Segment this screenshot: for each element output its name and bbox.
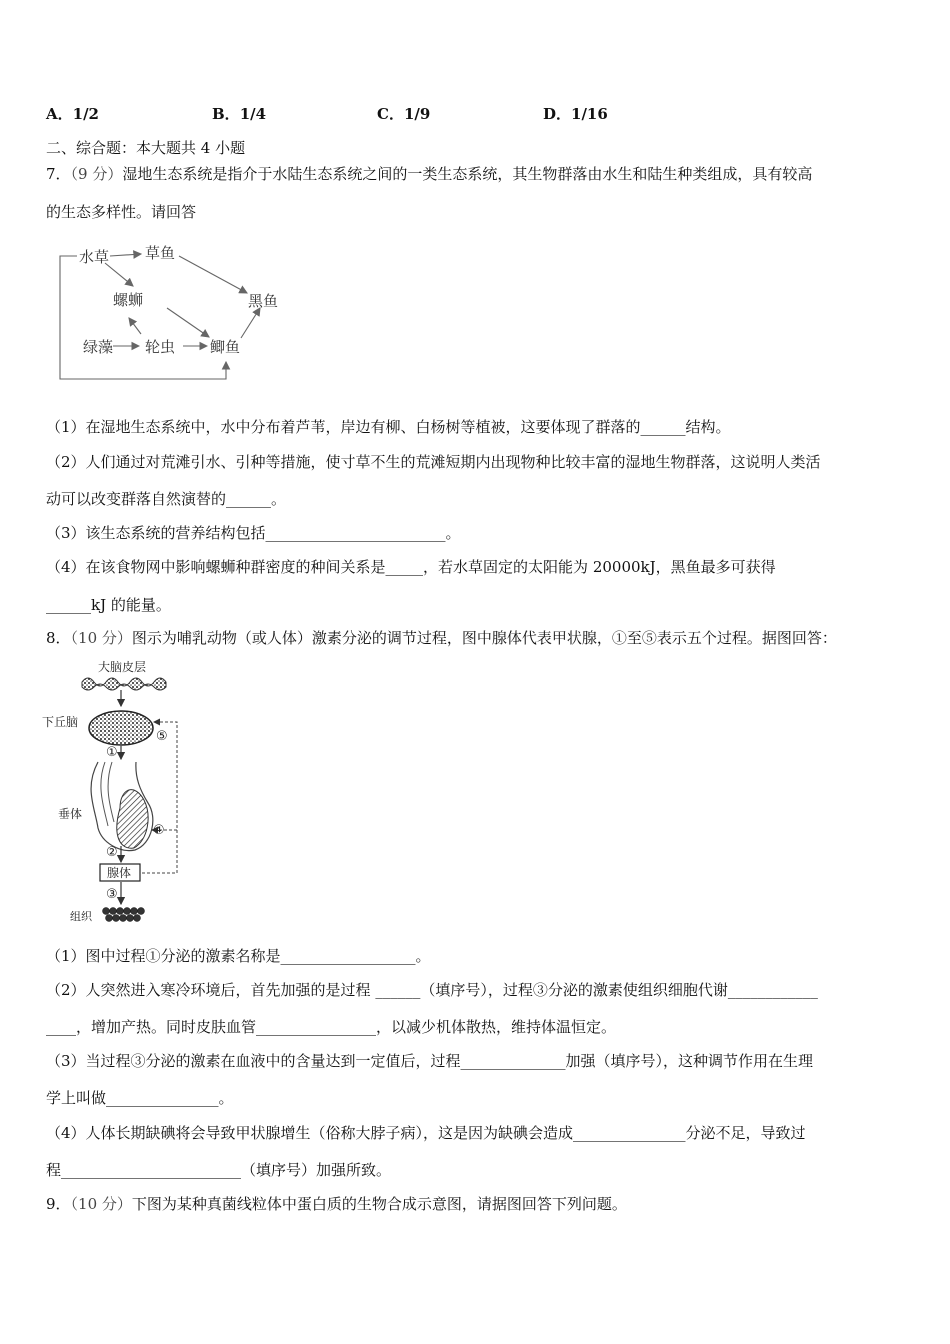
label-cortex: 大脑皮层 [98, 660, 147, 674]
label-gland: 腺体 [107, 866, 132, 880]
label-pituitary: 垂体 [58, 807, 83, 821]
step-5: ⑤ [156, 729, 168, 744]
q7-sub4: （4）在该食物网中影响螺蛳种群密度的种间关系是_____，若水草固定的太阳能为 20000kJ，黑鱼最多可获得 [46, 558, 776, 576]
step-4: ④ [153, 823, 165, 838]
node-luoshi: 螺蛳 [113, 291, 144, 309]
q7-sub2-cont: 动可以改变群落自然演替的______。 [46, 490, 287, 508]
node-shuicao: 水草 [79, 248, 110, 266]
step-1: ① [106, 745, 118, 760]
q7-sub1: （1）在湿地生态系统中，水中分布着芦苇，岸边有柳、白杨树等植被，这要体现了群落的______结构。 [46, 418, 731, 436]
step-3: ③ [106, 887, 118, 902]
pituitary-shape [117, 790, 148, 848]
cortex-shape [82, 678, 166, 690]
node-caoyu: 草鱼 [145, 244, 176, 262]
food-web-diagram [55, 238, 295, 386]
node-lunchong: 轮虫 [145, 338, 176, 356]
q8-sub1: （1）图中过程①分泌的激素名称是__________________。 [46, 947, 431, 965]
hormone-regulation-diagram [40, 658, 200, 926]
option-c: C．1/9 [377, 105, 431, 123]
section-heading: 二、综合题：本大题共 4 小题 [46, 139, 246, 157]
q8-sub4: （4）人体长期缺碘将会导致甲状腺增生（俗称大脖子病），这是因为缺碘会造成_______________分泌不足，导致过 [46, 1124, 806, 1142]
option-b: B．1/4 [212, 105, 267, 123]
tissue-cells [103, 908, 145, 922]
step-2: ② [106, 845, 118, 860]
q8-sub3-cont: 学上叫做_______________。 [46, 1089, 234, 1107]
q7-stem: 7．（9 分）湿地生态系统是指介于水陆生态系统之间的一类生态系统，其生物群落由水生和陆生种类组成，具有较高 [46, 165, 813, 183]
q7-sub3: （3）该生态系统的营养结构包括________________________。 [46, 524, 461, 542]
node-lvzao: 绿藻 [83, 338, 114, 356]
q8-sub2: （2）人突然进入寒冷环境后，首先加强的是过程 ______（填序号），过程③分泌的激素使组织细胞代谢____________ [46, 981, 818, 999]
q8-sub2-cont: ____，增加产热。同时皮肤血管________________，以减少机体散热，维持体温恒定。 [46, 1018, 617, 1036]
q9-stem: 9．（10 分）下图为某种真菌线粒体中蛋白质的生物合成示意图，请据图回答下列问题。 [46, 1195, 627, 1213]
q8-stem: 8．（10 分）图示为哺乳动物（或人体）激素分泌的调节过程，图中腺体代表甲状腺，①至⑤表示五个过程。据图回答： [46, 629, 837, 647]
q7-sub4-cont: ______kJ 的能量。 [46, 596, 171, 614]
node-heiyu: 黑鱼 [248, 292, 279, 310]
label-tissue: 组织 [70, 910, 92, 923]
q8-sub4-cont: 程________________________（填序号）加强所致。 [46, 1161, 392, 1179]
q7-stem-cont: 的生态多样性。请回答 [46, 203, 197, 221]
hypothalamus-shape [89, 711, 153, 745]
option-a: A．1/2 [46, 105, 99, 123]
q7-sub2: （2）人们通过对荒滩引水、引种等措施，使寸草不生的荒滩短期内出现物种比较丰富的湿地生物群落，这说明人类活 [46, 453, 821, 471]
label-hypothalamus: 下丘脑 [42, 715, 79, 729]
option-d: D．1/16 [543, 105, 608, 123]
q8-sub3: （3）当过程③分泌的激素在血液中的含量达到一定值后，过程______________加强（填序号），这种调节作用在生理 [46, 1052, 814, 1070]
node-jiyu: 鲫鱼 [210, 338, 241, 356]
